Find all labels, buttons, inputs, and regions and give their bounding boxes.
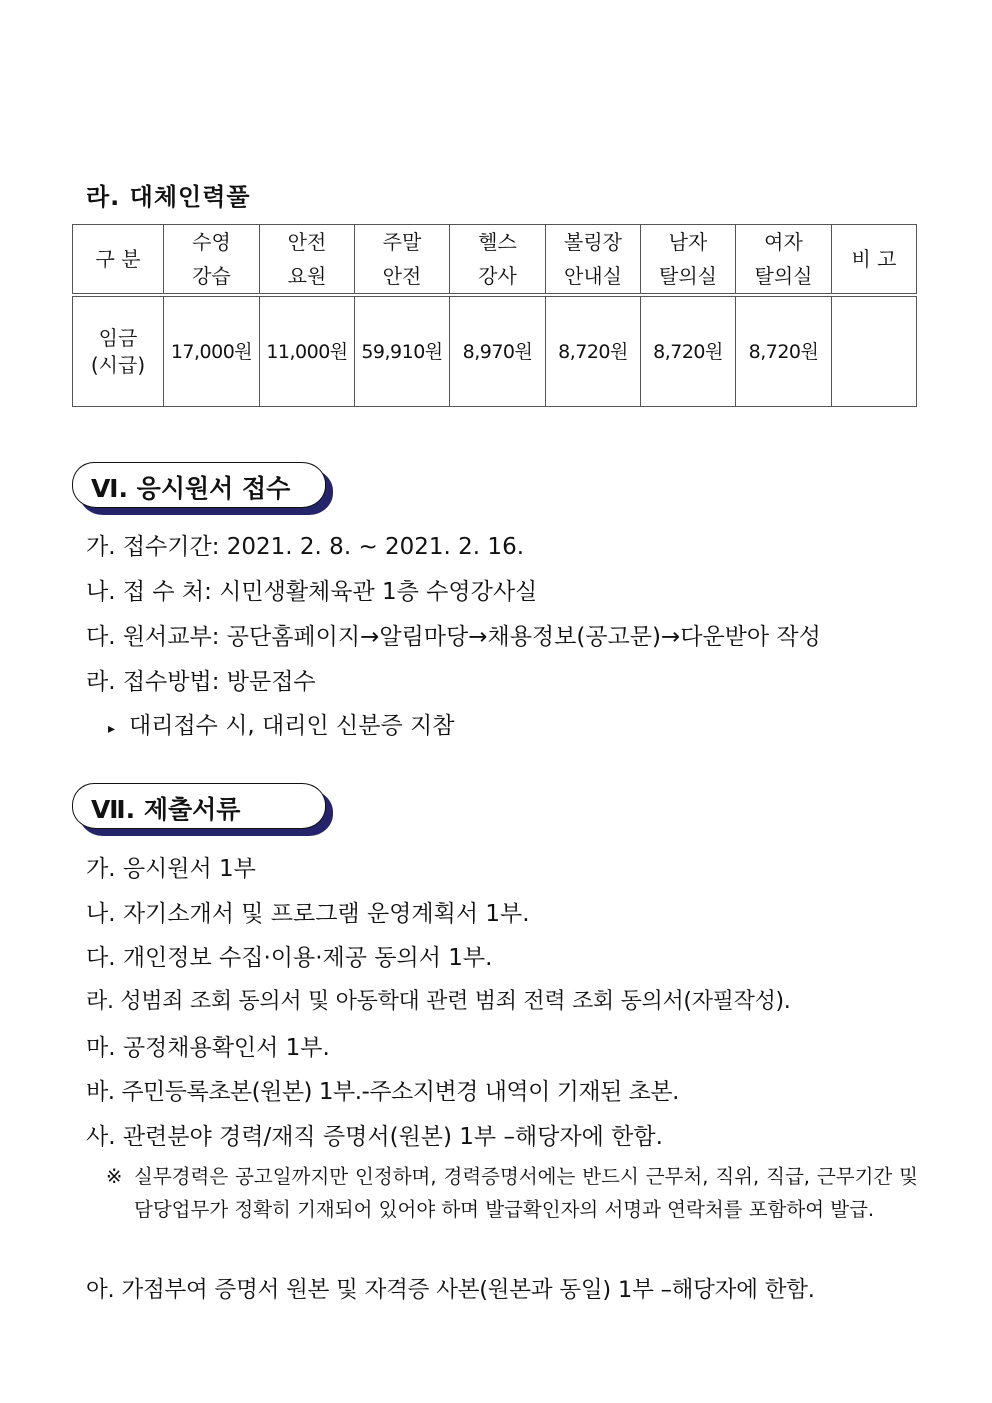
value-cell: 8,720원 [641,295,736,407]
value-cell: 8,720원 [546,295,641,407]
experience-note [106,1160,918,1226]
header-womens-locker: 여자 탈의실 [736,225,832,296]
value-cell: 11,000원 [260,295,355,407]
row-label-wage: 임금 (시급) [73,295,164,407]
header-safety-staff: 안전 요원 [260,225,355,296]
section7-title-box [72,783,326,829]
header-category: 구 분 [73,225,164,296]
section7-item: 마. 공정채용확인서 1부. [86,1035,330,1061]
section6-title-box [72,462,326,508]
pool-subheading: 라. 대체인력풀 [86,183,251,211]
section6-item: 나. 접 수 처: 시민생활체육관 1층 수영강사실 [86,579,538,605]
value-cell: 8,720원 [736,295,832,407]
section7-item: 사. 관련분야 경력/재직 증명서(원본) 1부 –해당자에 한함. [86,1124,663,1150]
section7-item: 다. 개인정보 수집·이용·제공 동의서 1부. [86,945,493,971]
section6-item: 다. 원서교부: 공단홈페이지→알림마당→채용정보(공고문)→다운받아 작성 [86,624,821,650]
header-remarks: 비 고 [832,225,917,296]
triangle-bullet-icon: ▸ [108,721,116,737]
header-mens-locker: 남자 탈의실 [641,225,736,296]
section7-item: 가. 응시원서 1부 [86,856,256,882]
section6-title: Ⅵ. 응시원서 접수 [91,474,291,503]
header-gym-instructor: 헬스 강사 [450,225,546,296]
experience-note-text: 실무경력은 공고일까지만 인정하며, 경력증명서에는 반드시 근무처, 직위, 직급, 근무기간 및 담당업무가 정확히 기재되어 있어야 하며 발급확인자의 서명과 연락처를 포함하여 발급. [134,1165,918,1221]
value-cell: 17,000원 [164,295,260,407]
section7-item-last: 아. 가점부여 증명서 원본 및 자격증 사본(원본과 동일) 1부 –해당자에 한함. [86,1277,815,1303]
section6-item: 가. 접수기간: 2021. 2. 8. ~ 2021. 2. 16. [86,534,525,560]
header-weekend-safety: 주말 안전 [355,225,450,296]
section7-title: Ⅶ. 제출서류 [91,795,241,824]
substitute-pool-table [72,224,917,407]
header-swim-lesson: 수영 강습 [164,225,260,296]
value-cell: 8,970원 [450,295,546,407]
value-cell: 59,910원 [355,295,450,407]
section7-item: 나. 자기소개서 및 프로그램 운영계획서 1부. [86,901,530,927]
section6-bullet-item: ▸ 대리접수 시, 대리인 신분증 지참 [108,713,455,739]
table-row [73,295,917,407]
section7-item: 바. 주민등록초본(원본) 1부.-주소지변경 내역이 기재된 초본. [86,1079,679,1105]
table-header-row [73,225,917,296]
header-bowling-desk: 볼링장 안내실 [546,225,641,296]
value-cell-remarks [832,295,917,407]
section6-item: 라. 접수방법: 방문접수 [86,669,316,695]
section7-item: 라. 성범죄 조회 동의서 및 아동학대 관련 범죄 전력 조회 동의서(자필작성). [86,989,791,1014]
reference-mark-icon: ※ [106,1165,123,1188]
